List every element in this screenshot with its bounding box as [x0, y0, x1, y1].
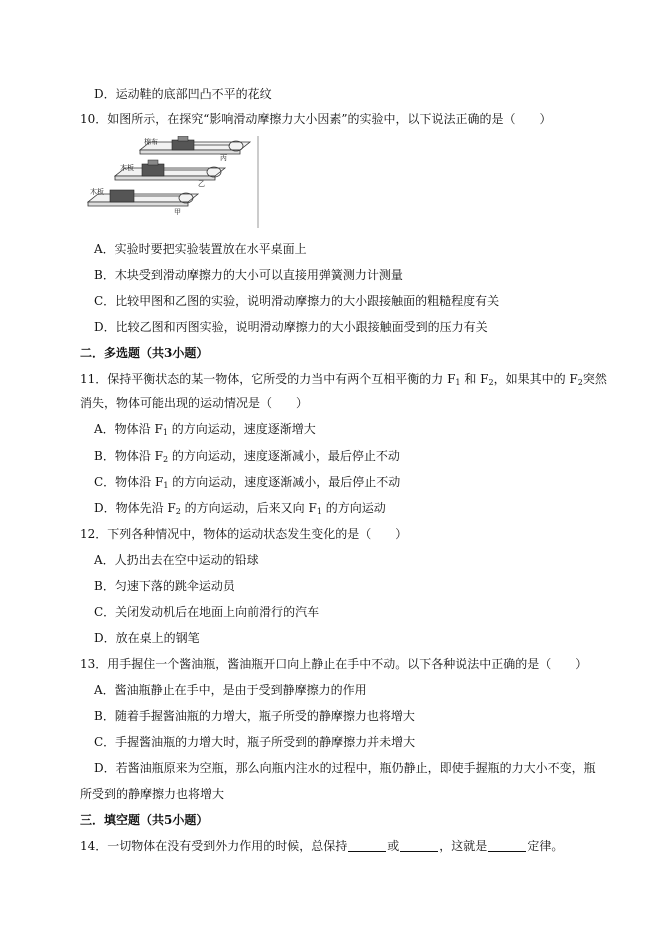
q11-stem-line1: 11．保持平衡状态的某一物体，它所受的力当中有两个互相平衡的力 $F_1$ 和 $F_2$，如果其中的 $F_2$突然 [80, 372, 607, 387]
q14-blank-3[interactable] [488, 839, 526, 852]
friction-experiment-diagram [80, 136, 260, 228]
q10-experiment-figure [80, 136, 260, 228]
label-bing: 丙 [220, 154, 227, 162]
q11-option-b: B．物体沿 $F_2$ 的方向运动，速度逐渐减小，最后停止不动 [94, 449, 400, 464]
q13-option-b: B．随着手握酱油瓶的力增大，瓶子所受的静摩擦力也将增大 [94, 709, 415, 723]
q13-option-a: A．酱油瓶静止在手中，是由于受到静摩擦力的作用 [94, 683, 367, 697]
q10-option-a: A．实验时要把实验装置放在水平桌面上 [94, 242, 307, 256]
q12-option-c: C．关闭发动机后在地面上向前滑行的汽车 [94, 605, 320, 619]
block-yi [142, 164, 164, 176]
q13-option-c: C．手握酱油瓶的力增大时，瓶子所受到的静摩擦力并未增大 [94, 735, 416, 749]
q11-stem-line2: 消失，物体可能出现的运动情况是（ ） [80, 396, 309, 410]
q14-blank-2[interactable] [400, 839, 438, 852]
block-bing [172, 140, 194, 150]
q10-option-b: B．木块受到滑动摩擦力的大小可以直接用弹簧测力计测量 [94, 268, 403, 282]
block-jia [110, 190, 134, 202]
q11-option-a: A．物体沿 $F_1$ 的方向运动，速度逐渐增大 [94, 422, 316, 437]
q10-option-d: D．比较乙图和丙图实验，说明滑动摩擦力的大小跟接触面受到的压力有关 [94, 320, 488, 334]
section-heading-multiple-choice: 二．多选题（共3小题） [80, 346, 209, 360]
q12-option-a: A．人扔出去在空中运动的铅球 [94, 553, 259, 567]
label-board-low: 木板 [90, 188, 104, 196]
q11-option-c: C．物体沿 $F_1$ 的方向运动，速度逐渐减小，最后停止不动 [94, 475, 401, 490]
q10-stem: 10．如图所示，在探究“影响滑动摩擦力大小因素”的实验中，以下说法正确的是（ ） [80, 112, 552, 126]
q13-stem: 13．用手握住一个酱油瓶，酱油瓶开口向上静止在手中不动。以下各种说法中正确的是（ ） [80, 657, 588, 671]
q13-option-d-line2: 所受到的静摩擦力也将增大 [80, 787, 225, 801]
section-heading-fill-blank: 三．填空题（共5小题） [80, 813, 209, 827]
q12-stem: 12．下列各种情况中，物体的运动状态发生变化的是（ ） [80, 527, 408, 541]
q9-option-d: D．运动鞋的底部凹凸不平的花纹 [94, 87, 272, 101]
label-yi: 乙 [198, 180, 205, 188]
board-jia [88, 194, 198, 202]
label-board-mid: 木板 [120, 164, 134, 172]
q11-option-d: D．物体先沿 $F_2$ 的方向运动，后来又向 $F_1$ 的方向运动 [94, 501, 386, 516]
q12-option-b: B．匀速下落的跳伞运动员 [94, 579, 235, 593]
label-jia: 甲 [174, 208, 181, 216]
q14-stem: 14．一切物体在没有受到外力作用的时候，总保持 或 ，这就是 定律。 [80, 839, 564, 853]
q13-option-d-line1: D．若酱油瓶原来为空瓶，那么向瓶内注水的过程中，瓶仍静止，即使手握瓶的力大小不变，瓶 [94, 761, 596, 775]
q10-option-c: C．比较甲图和乙图的实验，说明滑动摩擦力的大小跟接触面的粗糙程度有关 [94, 294, 500, 308]
label-cotton: 棉布 [144, 138, 158, 146]
q14-blank-1[interactable] [348, 839, 386, 852]
q12-option-d: D．放在桌上的钢笔 [94, 631, 200, 645]
